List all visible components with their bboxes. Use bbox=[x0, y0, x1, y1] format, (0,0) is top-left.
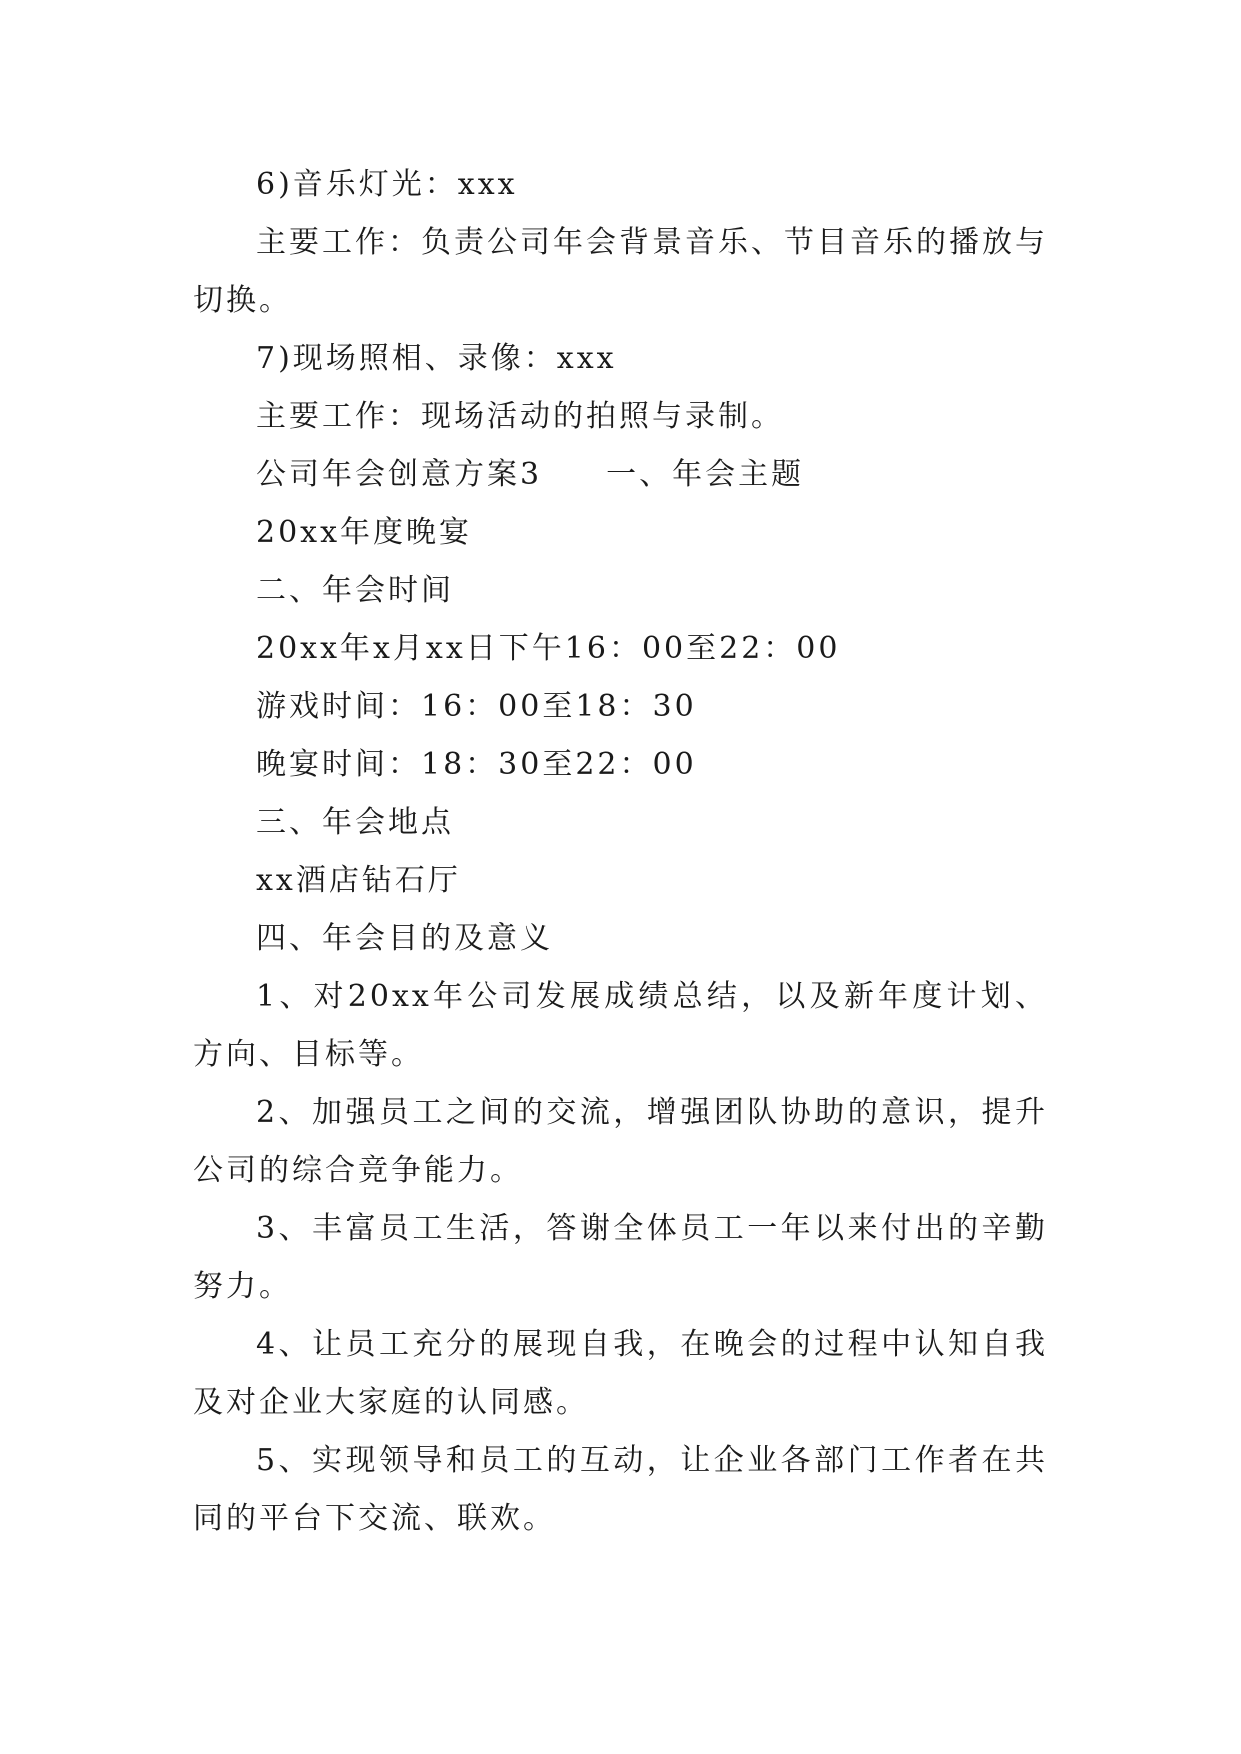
heading-purpose: 四、年会目的及意义 bbox=[256, 921, 553, 956]
line-music-lighting: 6)音乐灯光：xxx bbox=[256, 167, 518, 202]
paragraph-purpose-4: 4、让员工充分的展现自我，在晚会的过程中认知自我及对企业大家庭的认同感。 bbox=[193, 1327, 1048, 1420]
heading-theme: 一、年会主题 bbox=[606, 457, 805, 492]
line-location-value: xx酒店钻石厅 bbox=[256, 863, 461, 898]
line-game-time: 游戏时间：16：00至18：30 bbox=[256, 689, 697, 724]
document-body bbox=[193, 156, 1048, 1548]
paragraph-purpose-3: 3、丰富员工生活，答谢全体员工一年以来付出的辛勤努力。 bbox=[193, 1211, 1048, 1304]
line-time-value: 20xx年x月xx日下午16：00至22：00 bbox=[256, 631, 841, 666]
paragraph-music-duties: 主要工作：负责公司年会背景音乐、节目音乐的播放与切换。 bbox=[193, 225, 1048, 318]
section-heading-plan-3 bbox=[193, 446, 1048, 504]
paragraph-purpose-2: 2、加强员工之间的交流，增强团队协助的意识，提升公司的综合竞争能力。 bbox=[193, 1095, 1048, 1188]
line-photo-video: 7)现场照相、录像：xxx bbox=[256, 341, 617, 376]
line-theme-value: 20xx年度晚宴 bbox=[256, 515, 473, 550]
plan-title: 公司年会创意方案3 bbox=[256, 457, 543, 492]
line-photo-duties: 主要工作：现场活动的拍照与录制。 bbox=[256, 399, 784, 434]
paragraph-purpose-1: 1、对20xx年公司发展成绩总结，以及新年度计划、方向、目标等。 bbox=[193, 979, 1048, 1072]
paragraph-purpose-5: 5、实现领导和员工的互动，让企业各部门工作者在共同的平台下交流、联欢。 bbox=[193, 1443, 1048, 1536]
heading-time: 二、年会时间 bbox=[256, 573, 454, 608]
heading-location: 三、年会地点 bbox=[256, 805, 454, 840]
line-dinner-time: 晚宴时间：18：30至22：00 bbox=[256, 747, 697, 782]
